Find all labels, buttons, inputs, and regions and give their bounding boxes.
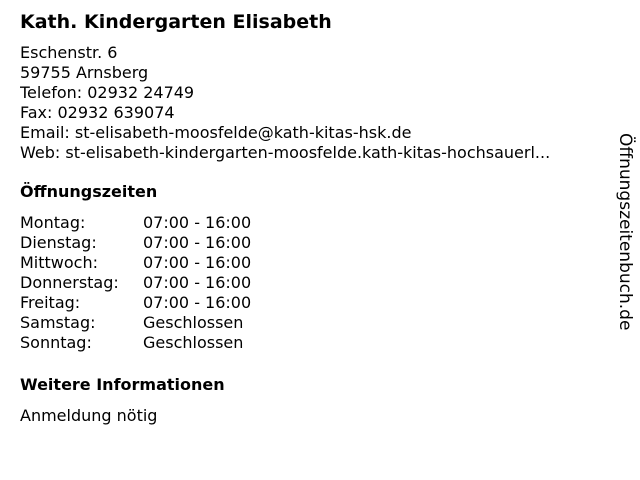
hours-time: Geschlossen: [143, 313, 244, 332]
hours-row: [20, 273, 608, 293]
site-watermark: Öffnungszeitenbuch.de: [615, 133, 635, 331]
hours-row: [20, 293, 608, 313]
more-info-heading: Weitere Informationen: [20, 375, 225, 394]
opening-hours-table: [20, 213, 608, 353]
hours-row: [20, 253, 608, 273]
hours-day: Freitag:: [20, 293, 81, 312]
hours-row: [20, 313, 608, 333]
more-info-text: Anmeldung nötig: [20, 406, 158, 425]
street-address: Eschenstr. 6: [20, 43, 118, 62]
hours-time: 07:00 - 16:00: [143, 253, 252, 272]
hours-row: [20, 213, 608, 233]
page-title: Kath. Kindergarten Elisabeth: [20, 11, 332, 33]
hours-day: Sonntag:: [20, 333, 92, 352]
opening-hours-heading: Öffnungszeiten: [20, 182, 158, 201]
hours-day: Donnerstag:: [20, 273, 119, 292]
hours-time: 07:00 - 16:00: [143, 293, 252, 312]
hours-day: Dienstag:: [20, 233, 97, 252]
hours-time: 07:00 - 16:00: [143, 233, 252, 252]
website-url: Web: st-elisabeth-kindergarten-moosfelde.kath-kitas-hochsauerl...: [20, 143, 551, 162]
hours-row: [20, 333, 608, 353]
hours-time: Geschlossen: [143, 333, 244, 352]
hours-day: Samstag:: [20, 313, 96, 332]
phone-number: Telefon: 02932 24749: [20, 83, 195, 102]
email-address: Email: st-elisabeth-moosfelde@kath-kitas-hsk.de: [20, 123, 412, 142]
hours-time: 07:00 - 16:00: [143, 213, 252, 232]
hours-day: Mittwoch:: [20, 253, 98, 272]
hours-day: Montag:: [20, 213, 86, 232]
listing-content: [20, 10, 608, 426]
city-address: 59755 Arnsberg: [20, 63, 149, 82]
fax-number: Fax: 02932 639074: [20, 103, 175, 122]
hours-time: 07:00 - 16:00: [143, 273, 252, 292]
address-block: [20, 43, 608, 163]
hours-row: [20, 233, 608, 253]
